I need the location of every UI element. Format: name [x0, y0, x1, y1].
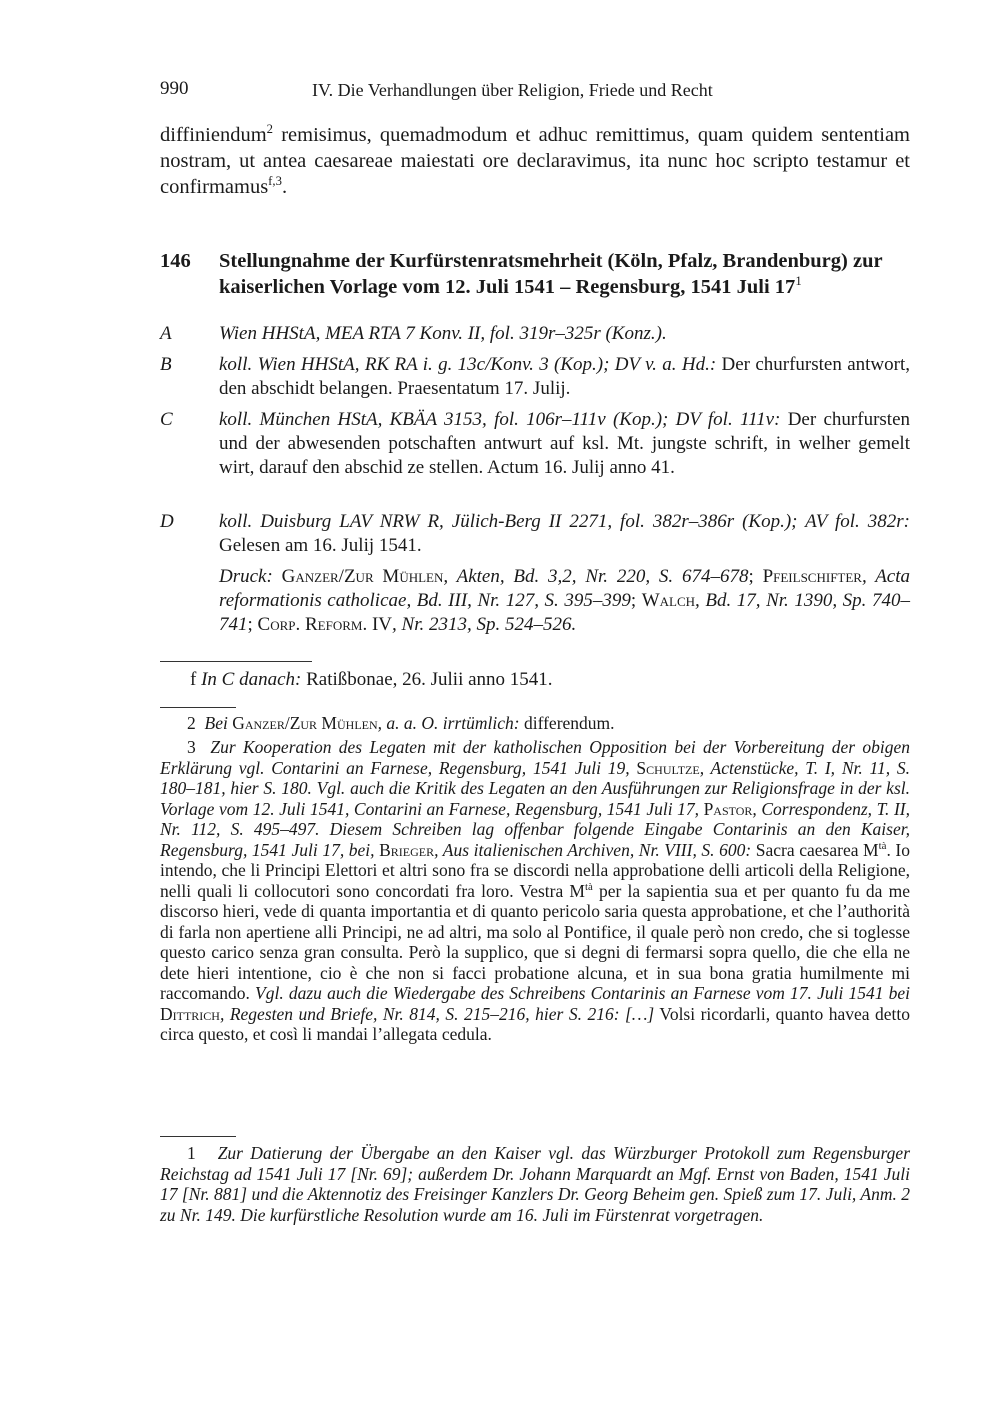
footnote-1: 1 Zur Datierung der Übergabe an den Kaiser vgl. das Würzburger Protokoll zum Regensburger Reichstag ad 1541 Juli 17 [Nr. 69]; außerdem Dr. Johann Marquardt an Mgf. Ernst von Baden, 1541 Juli 17 [Nr. 881] und die Aktennotiz des Freisinger Kanzlers Dr. Georg Beheim gen. Spieß zum 17. Juli, Anm. 2 zu Nr. 149. Die kurfürstliche Resolution wurde am 16. Juli im Fürstenrat vorgetragen. [160, 1143, 911, 1225]
witness-letter: C [160, 409, 173, 430]
footnote-ref[interactable]: 1 [795, 274, 802, 289]
section-number: 146 [160, 250, 191, 272]
footnote-mark: 2 [187, 713, 196, 733]
footnote-2: 2 Bei Ganzer/Zur Mühlen, a. a. O. irrtümlich: differendum. [187, 713, 615, 733]
page-number: 990 [160, 78, 189, 99]
section-title: Stellungnahme der Kurfürstenratsmehrheit (Köln, Pfalz, Brandenburg) zur kaiserlichen Vorlage vom 12. Juli 1541 – Regensburg, 1541 Juli $17^1$ [219, 250, 883, 298]
footnote-mark: f [190, 669, 197, 690]
intro-paragraph: diffiniendum$^2$ remisimus, quemadmodum et adhuc remittimus, quam quidem sententiam nostram, ut antea caesareae maiestati ore declaravimus, ita nunc hoc scripto testamur et confirmamus$^{f,3}$. [160, 122, 910, 198]
footnote-mark: 3 [187, 737, 196, 757]
footnote-3: 3 Zur Kooperation des Legaten mit der katholischen Opposition bei der Vorbereitung der obigen Erklärung vgl. Contarini an Farnese, Regensburg, 1541 Juli 19, Schultze, Actenstücke, T. I, Nr. 11, S. 180–181, hier S. 180. Vgl. auch die Kritik des Legaten an den Ausführungen zur Religionsfrage in der ksl. Vorlage vom 12. Juli 1541, Contarini an Farnese, Regensburg, 1541 Juli 17, Pastor, Correspondenz, T. II, Nr. 112, S. 495–497. Diesem Schreiben lag offenbar folgende Eingabe Contarinis an den Kaiser, Regensburg, 1541 Juli 17, bei, Brieger, Aus italienischen Archiven, Nr. VIII, S. 600: Sacra caesarea $M^{tà}$. Io intendo, che li Principi Elettori et altri sono fra se discordi nella approbatione delli articoli della Religione, nelli quali li collocutori sono concordati fra loro. Vestra $M^{tà}$ per la sapientia sua et per quanto fu da me discorso hieri, vede di quanta importantia et di quanto pericolo saria questa approbatione, et che l’authorità di farla non apertiene alli Principi, ne ad altri, ma solo al Pontifice, il quale però non credo, che si toglesse questo carico senza gran consulta. Però la supplico, que si degni di fermarsi sopra quello, die che ella ne dete hieri intentione, cio è che non si facci probatione alcuna, et in sua bona gratia humilmente mi raccomando. Vgl. dazu auch die Wiedergabe des Schreibens Contarinis an Farnese vom 17. Juli 1541 bei Dittrich, Regesten und Briefe, Nr. 814, S. 215–216, hier S. 216: […] Volsi ricordarli, quanto havea detto circa questo, et così li mandai l’allegata cedula. [160, 737, 911, 1044]
running-title: IV. Die Verhandlungen über Religion, Friede und Recht [312, 80, 713, 100]
footnote-ref[interactable]: 2 [266, 122, 274, 137]
witness-letter: B [160, 354, 172, 375]
footnote-ref[interactable]: f,3 [268, 174, 282, 189]
footnote-divider [160, 707, 236, 708]
witness-letter: D [160, 511, 174, 532]
footnote-mark: 1 [187, 1143, 196, 1163]
footnote-divider [160, 1136, 236, 1137]
footnote-divider [160, 661, 312, 662]
witness-letter: A [160, 323, 172, 344]
document-page: 990 IV. Die Verhandlungen über Religion, Friede und Recht diffiniendum$^2$ remisimus, quemadmodum et adhuc remittimus, quam quidem sententiam nostram, ut antea caesareae maiestati ore declaravimus, ita nunc hoc scripto testamur et confirmamus$^{f,3}$. 146 Stellungnahme der Kurfürstenratsmehrheit (Köln, Pfalz, Brandenburg) zur kaiserlichen Vorlage vom 12. Juli 1541 – Regensburg, 1541 Juli $17^1$ A Wien HHStA, MEA RTA 7 Konv. II, fol. 319r–325r (Konz.). B koll. Wien HHStA, RK RA i. g. 13c/Konv. 3 (Kop.); DV v. a. Hd.: Der churfursten antwort, den abschidt belangen. Praesentatum 17. Julij. C koll. München HStA, KBÄA 3153, fol. 106r–111v (Kop.); DV fol. 111v: Der churfursten und der abwesenden potschaften antwurt auf ksl. Mt. jungste schrift, in welher gemelt wirt, darauf den abschid ze stellen. Actum 16. Julij anno 41. D koll. Duisburg LAV NRW R, Jülich-Berg II 2271, fol. 382r–386r (Kop.); AV fol. 382r: Gelesen am 16. Julij 1541. Druck: Ganzer/Zur Mühlen, Akten, Bd. 3,2, Nr. 220, S. 674–678; Pfeilschifter, Acta reformationis catholicae, Bd. III, Nr. 127, S. 395–399; Walch, Bd. 17, Nr. 1390, Sp. 740–741; Corp. Reform. IV, Nr. 2313, Sp. 524–526. f In C danach: Ratißbonae, 26. Julii anno 1541. 2 Bei Ganzer/Zur Mühlen, a. a. O. irrtümlich: differendum. 3 Zur Kooperation des Legaten mit der katholischen Opposition bei der Vorbereitung der obigen Erklärung vgl. Contarini an Farnese, Regensburg, 1541 Juli 19, Schultze, Actenstücke, T. I, Nr. 11, S. 180–181, hier S. 180. Vgl. auch die Kritik des Legaten an den Ausführungen zur Religionsfrage in der ksl. Vorlage vom 12. Juli 1541, Contarini an Farnese, Regensburg, 1541 Juli 17, Pastor, Correspondenz, T. II, Nr. 112, S. 495–497. Diesem Schreiben lag offenbar folgende Eingabe Contarinis an den Kaiser, Regensburg, 1541 Juli 17, bei, Brieger, Aus italienischen Archiven, Nr. VIII, S. 600: Sacra caesarea $M^{tà}$. Io intendo, che li Principi Elettori et altri sono fra se discordi nella approbatione delli articoli della Religione, nelli quali li collocutori sono concordati fra loro. Vestra $M^{tà}$ per la sapientia sua et per quanto fu da me discorso hieri, vede di quanta importantia et di quanto pericolo saria questa approbatione, et che l’authorità di farla non apertiene alli Principi, ne ad altri, ma solo al Pontifice, il quale però non credo, che si toglesse questo carico senza gran consulta. Però la supplico, que si degni di fermarsi sopra quello, die che ella ne dete hieri intentione, cio è che non si facci probatione alcuna, et in sua bona gratia humilmente mi raccomando. Vgl. dazu auch die Wiedergabe des Schreibens Contarinis an Farnese vom 17. Juli 1541 bei Dittrich, Regesten und Briefe, Nr. 814, S. 215–216, hier S. 216: […] Volsi ricordarli, quanto havea detto circa questo, et così li mandai l’allegata cedula. 1 Zur Datierung der Übergabe an den Kaiser vgl. das Würzburger Protokoll zum Regensburger Reichstag ad 1541 Juli 17 [Nr. 69]; außerdem Dr. Johann Marquardt an Mgf. Ernst von Baden, 1541 Juli 17 [Nr. 881] und die Aktennotiz des Freisinger Kanzlers Dr. Georg Beheim gen. Spieß zum 17. Juli, Anm. 2 zu Nr. 149. Die kurfürstliche Resolution wurde am 16. Juli im Fürstenrat vorgetragen. [160, 78, 911, 1225]
footnote-f: f In C danach: Ratißbonae, 26. Julii anno 1541. [190, 669, 553, 690]
